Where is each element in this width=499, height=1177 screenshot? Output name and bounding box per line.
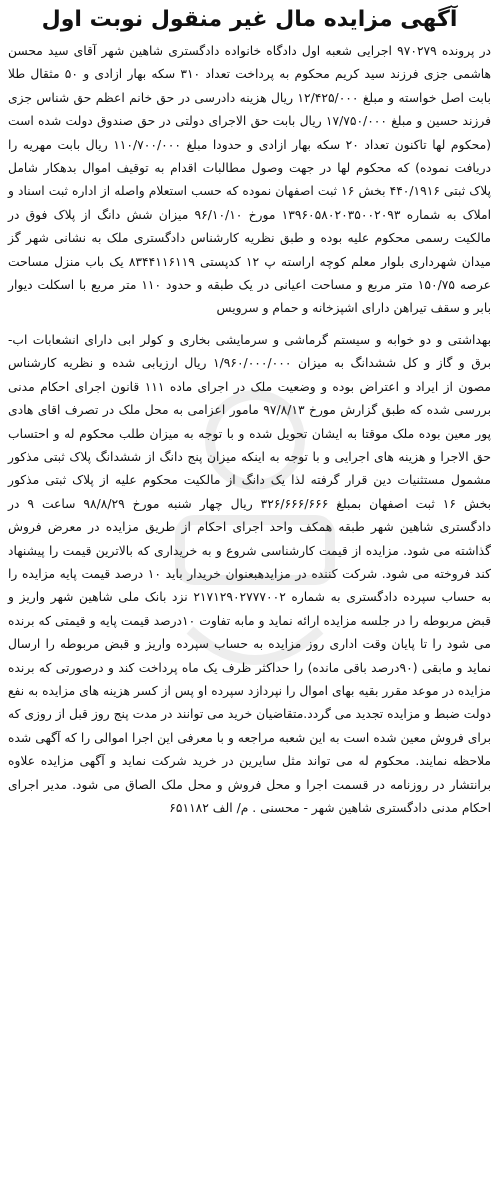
notice-paragraph-2: بهداشتی و دو خوابه و سیستم گرماشی و سرمایشی بخاری و کولر ابی دارای انشعابات اب- برق و گاز و کل ششدانگ به میزان ۱/۹۶۰/۰۰۰/۰۰۰ ریال ارزیابی شده و نظریه کارشناس مصون از ایراد و اعتراض بوده و وضعیت ملک در اجرای ماده ۱۱۱ قانون اجرای احکام مدنی بررسی شده که طبق گزارش مورخ ۹۷/۸/۱۳ مامور اعزامی به محل ملک در تصرف اقای هادی پور معین بوده ملک موقتا به ایشان تحویل شده و با توجه به میزان طلب محکوم له و احتساب حق الاجرا و هزینه های اجرایی و با توجه به اینکه میزان پنج دانگ از ششدانگ پلاک ثبتی مذکور مشمول مستثنیات دین قرار گرفته لذا یک دانگ از مالکیت محکوم علیه از پلاک ثبتی مذکور بخش ۱۶ ثبت اصفهان بمبلغ ۳۲۶/۶۶۶/۶۶۶ ریال چهار شنبه مورخ ۹۸/۸/۲۹ ساعت ۹ در دادگستری شاهین شهر طبقه همکف واحد اجرای احکام از طریق مزایده در معرض فروش گذاشته می شود. مزایده از قیمت کارشناسی شروع و به خریداری که بالاترین قیمت را پیشنهاد کند فروخته می شود. شرکت کننده در مزایدهبعنوان خریدار باید ۱۰ درصد قیمت پایه مزایده را به حساب سپرده دادگستری به شماره ۲۱۷۱۲۹۰۲۷۷۷۰۰۲ نزد بانک ملی شاهین شهر واریز و قبض مربوطه را در جلسه مزایده ارائه نماید و مابه تفاوت ۱۰درصد قیمت پایه و قیمتی که برنده می شود را تا پایان وقت اداری روز مزایده به حساب سپرده واریز و قبض مربوطه را ارسال نماید و مابقی (۹۰درصد باقی مانده) را حداکثر ظرف یک ماه پرداخت کند و درصورتی که برنده مزایده در موعد مقرر بقیه بهای اموال را نپردازد سپرده او پس از کسر هزینه های مزایده به نفع دولت ضبط و مزایده تجدید می گردد.متقاضیان خرید می توانند در مدت پنج روز قبل از روزی که برای فروش معین شده است به این شعبه مراجعه و با معرفی این اجرا اموالی را که آگهی شده ملاحظه نمایند. محکوم له می تواند مثل سایرین در خرید شرکت نماید و آگهی مزایده علاوه برانتشار در روزنامه در قسمت اجرا و محل فروش و محل ملک الصاق می شود. مدیر اجرای احکام مدنی دادگستری شاهین شهر - محسنی . م/ الف ۶۵۱۱۸۲ — [8, 332, 492, 815]
notice-title: آگهی مزایده مال غیر منقول نوبت اول — [41, 7, 458, 32]
notice-paragraph-1: در پرونده ۹۷۰۲۷۹ اجرایی شعبه اول دادگاه خانواده دادگستری شاهین شهر آقای سید محسن هاشمی جزی فرزند سید کریم محکوم به پرداخت تعداد ۳۱۰ سکه بهار ازادی و ۵۰ مثقال طلا بابت اصل خواسته و مبلغ ۱۲/۴۲۵/۰۰۰ ریال هزینه دادرسی در حق خانم اعظم حق شناس جزی فرزند حسین و مبلغ ۱۷/۷۵۰/۰۰۰ ریال بابت حق الاجرای دولتی در حق صندوق دولت شده است (محکوم لها تاکنون تعداد ۲۰ سکه بهار ازادی و حدودا مبلغ ۱۱۰/۷۰۰/۰۰۰ ریال بابت مهریه را دریافت نموده) که محکوم لها در جهت وصول مطالبات اقدام به توقیف اموال بدهکار شامل پلاک ثبتی ۴۴۰/۱۹۱۶ بخش ۱۶ ثبت اصفهان نموده که حسب استعلام واصله از اداره ثبت اسناد و املاک به شماره ۱۳۹۶۰۵۸۰۲۰۳۵۰۰۲۰۹۳ مورخ ۹۶/۱۰/۱۰ میزان شش دانگ از پلاک فوق در مالکیت رسمی محکوم علیه بوده و طبق نظریه کارشناس دادگستری ملک به نشانی شهر گز میدان شهرداری بلوار معلم کوچه اراسته پ ۱۲ کدپستی ۸۳۴۴۱۱۶۱۱۹ یک باب منزل مساحت عرصه ۱۵۰/۷۵ متر مربع و مساحت اعیانی در یک طبقه و حدود ۱۱۰ متر مربع با اسکلت دیوار بابر و سقف تیراهن دارای اشپزخانه و حمام و سرویس — [8, 44, 491, 316]
notice-body — [8, 40, 491, 820]
